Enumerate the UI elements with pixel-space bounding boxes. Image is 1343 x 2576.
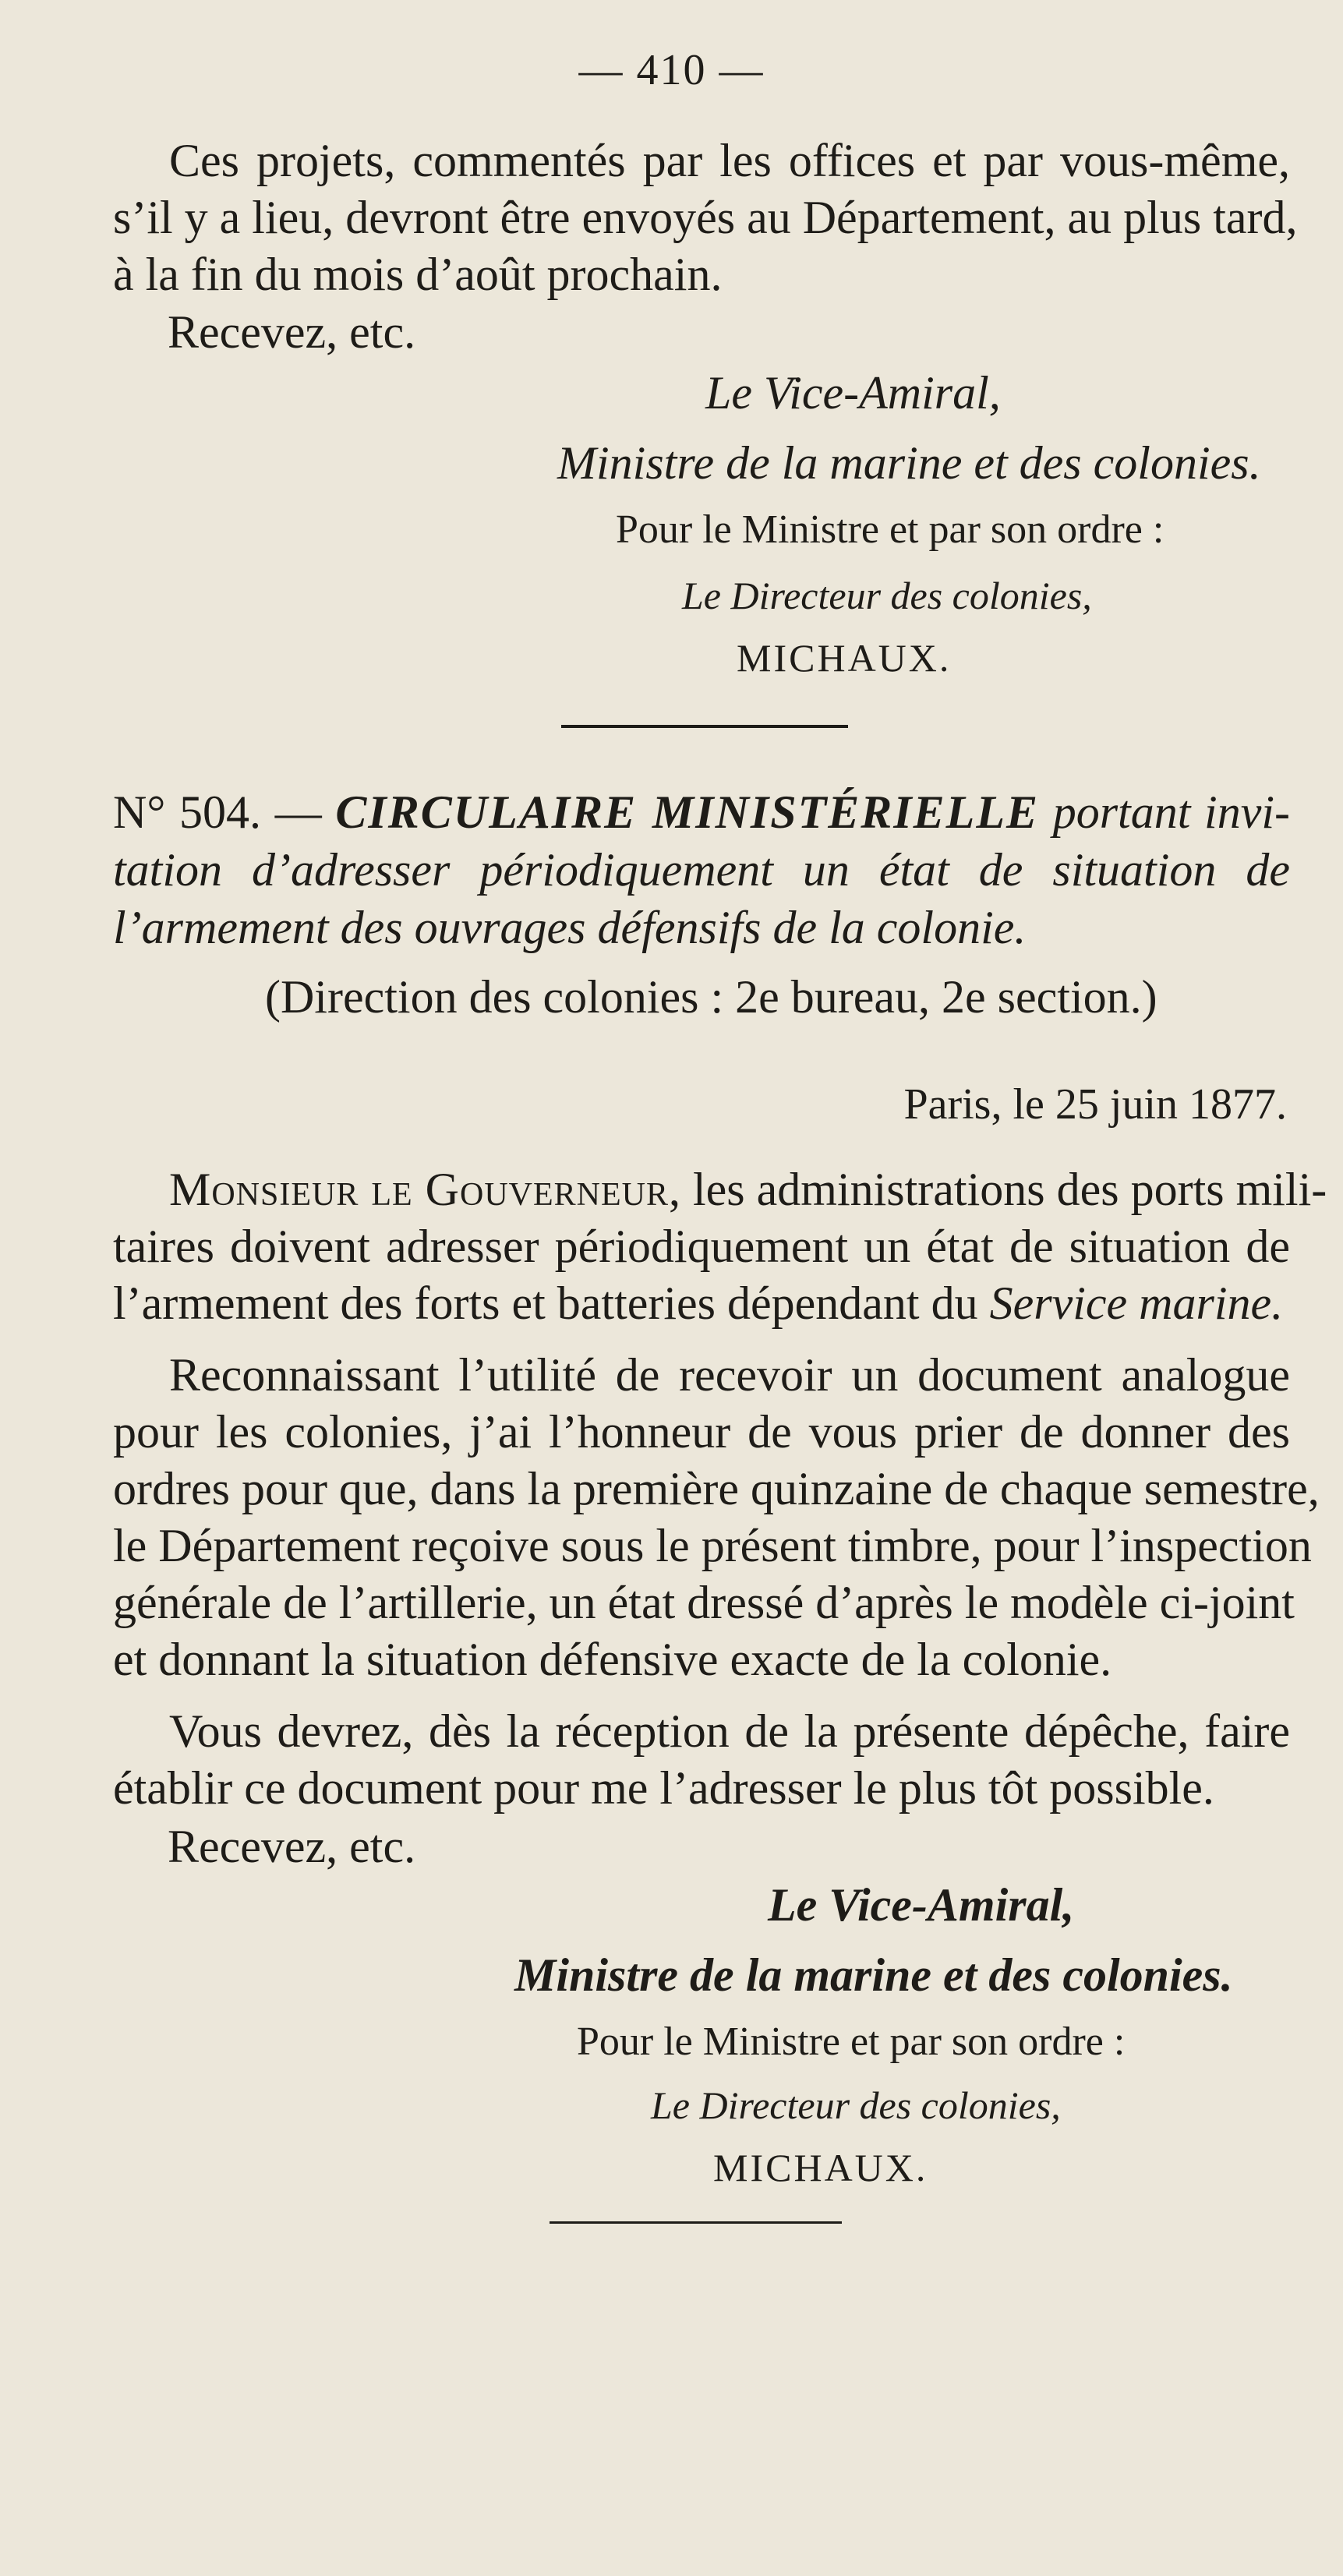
page-number: — 410 — bbox=[578, 46, 765, 94]
text-line: s’il y a lieu, devront être envoyés au Département, au plus tard, bbox=[113, 192, 1298, 243]
closing-formula: Recevez, etc. bbox=[168, 306, 416, 358]
signature-directeur: Le Directeur des colonies, bbox=[682, 574, 1092, 617]
text-line bbox=[113, 1275, 1290, 1332]
text-line: ordres pour que, dans la première quinzaine de chaque semestre, bbox=[113, 1463, 1320, 1514]
body-paragraph-3 bbox=[113, 1703, 1290, 1817]
signature-title: Le Vice-Amiral, bbox=[768, 1879, 1075, 1931]
text-line: pour les colonies, j’ai l’honneur de vous prier de donner des bbox=[113, 1406, 1290, 1458]
heading-line: tation d’adresser périodiquement un état de situation de bbox=[113, 844, 1290, 896]
closing-formula: Recevez, etc. bbox=[168, 1821, 416, 1872]
text-line: le Département reçoive sous le présent timbre, pour l’inspection bbox=[113, 1520, 1312, 1571]
signature-minister: Ministre de la marine et des colonies. bbox=[514, 1949, 1233, 2001]
signature-directeur: Le Directeur des colonies, bbox=[651, 2083, 1061, 2127]
circular-title: CIRCULAIRE MINISTÉRIELLE bbox=[335, 786, 1039, 838]
signature-name: MICHAUX. bbox=[737, 636, 952, 680]
signature-pour: Pour le Ministre et par son ordre : bbox=[616, 507, 1165, 552]
text-line bbox=[113, 1161, 1327, 1218]
top-paragraph bbox=[113, 133, 1298, 303]
text-line: à la fin du mois d’août prochain. bbox=[113, 249, 723, 300]
signature-pour: Pour le Ministre et par son ordre : bbox=[577, 2019, 1126, 2064]
circular-number: N° 504. — bbox=[113, 786, 322, 838]
direction-line: (Direction des colonies : 2e bureau, 2e section.) bbox=[265, 971, 1157, 1023]
circular-heading bbox=[113, 783, 1290, 956]
separator-rule bbox=[561, 725, 848, 728]
salutation: Monsieur le Gouverneur, bbox=[169, 1164, 681, 1215]
text-fragment: l’armement des forts et batteries dépendant du bbox=[113, 1277, 978, 1329]
signature-name: MICHAUX. bbox=[713, 2146, 928, 2189]
heading-line bbox=[113, 783, 1290, 841]
service-marine: Service marine. bbox=[989, 1277, 1284, 1329]
signature-title: Le Vice-Amiral, bbox=[705, 367, 1001, 419]
text-line: Ces projets, commentés par les offices et par vous-même, bbox=[169, 135, 1290, 186]
text-line: taires doivent adresser périodiquement un état de situation de bbox=[113, 1221, 1290, 1272]
text-line: Vous devrez, dès la réception de la présente dépêche, faire bbox=[169, 1705, 1290, 1757]
text-fragment: les administrations des ports mili- bbox=[693, 1164, 1327, 1215]
text-line: et donnant la situation défensive exacte de la colonie. bbox=[113, 1634, 1112, 1685]
text-line: établir ce document pour me l’adresser le plus tôt possible. bbox=[113, 1762, 1214, 1814]
text-line: générale de l’artillerie, un état dressé d’après le modèle ci-joint bbox=[113, 1577, 1295, 1628]
signature-minister: Ministre de la marine et des colonies. bbox=[557, 437, 1261, 489]
body-paragraph-1 bbox=[113, 1161, 1327, 1332]
body-paragraph-2 bbox=[113, 1347, 1320, 1688]
heading-line: l’armement des ouvrages défensifs de la colonie. bbox=[113, 902, 1027, 953]
circular-title-rest: portant invi- bbox=[1052, 786, 1291, 838]
separator-rule bbox=[550, 2221, 842, 2224]
text-line: Reconnaissant l’utilité de recevoir un document analogue bbox=[169, 1349, 1290, 1401]
dateline: Paris, le 25 juin 1877. bbox=[903, 1080, 1287, 1129]
